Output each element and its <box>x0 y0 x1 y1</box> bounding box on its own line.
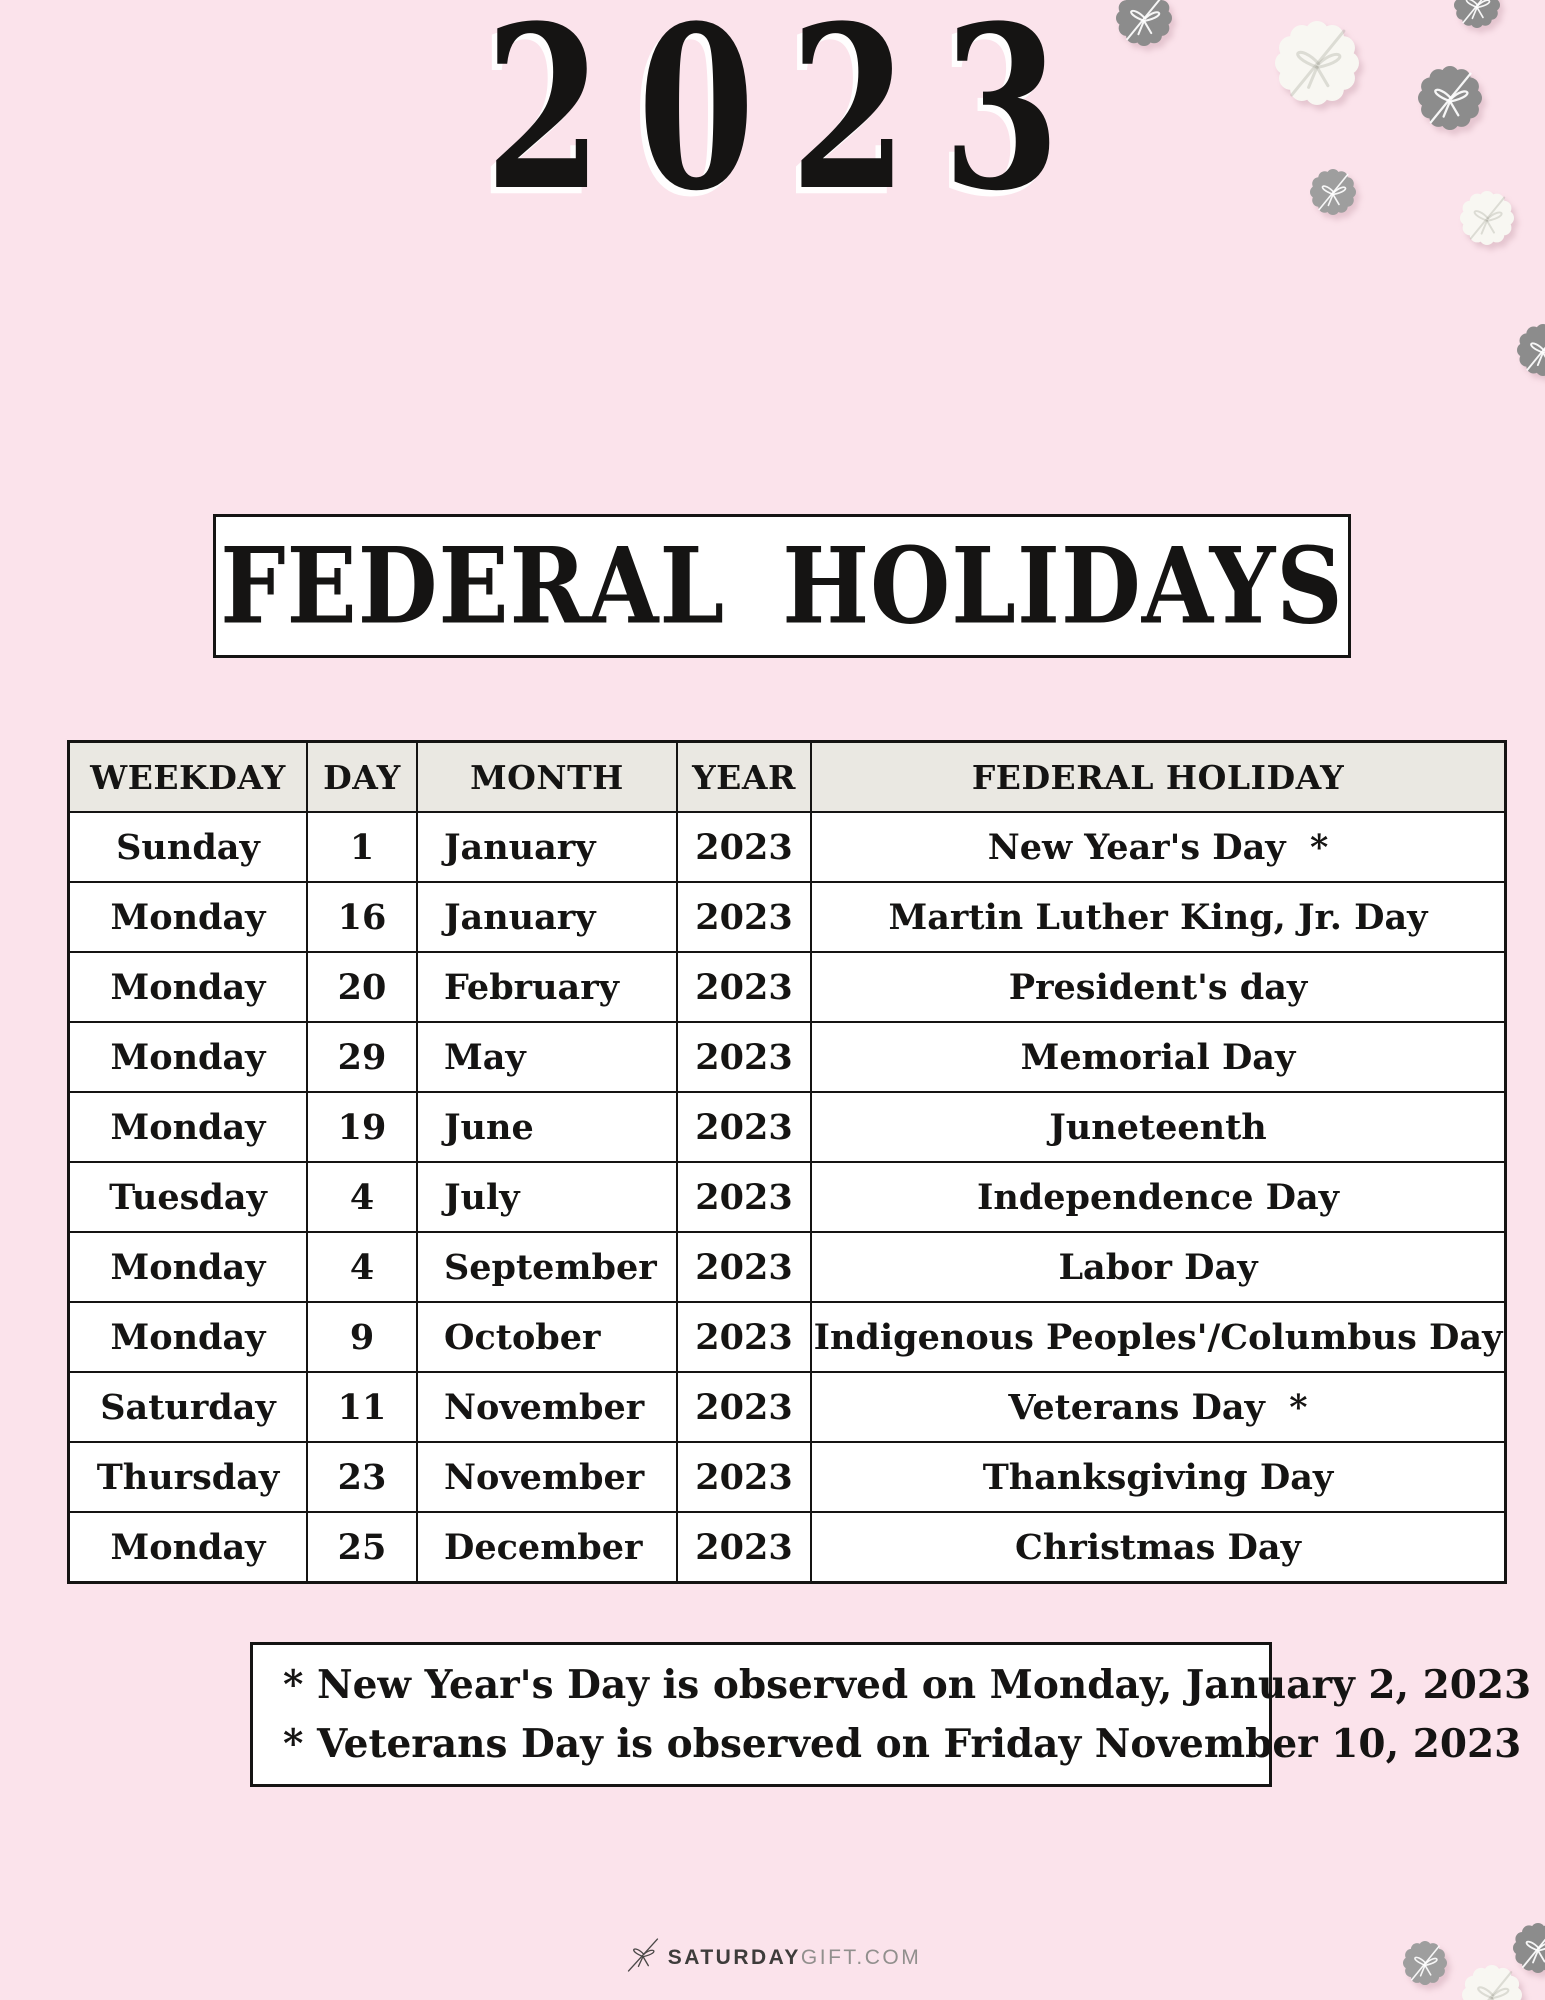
table-row <box>69 1022 1506 1092</box>
table-cell-holiday: Memorial Day <box>811 1022 1506 1092</box>
table-cell-holiday: Juneteenth <box>811 1092 1506 1162</box>
table-cell-year: 2023 <box>677 882 811 952</box>
table-cell-weekday: Monday <box>69 1232 308 1302</box>
table-cell-month: November <box>417 1372 677 1442</box>
table-cell-weekday: Monday <box>69 952 308 1022</box>
table-header-row <box>69 742 1506 813</box>
table-cell-weekday: Monday <box>69 1022 308 1092</box>
table-cell-month: June <box>417 1092 677 1162</box>
table-cell-year: 2023 <box>677 1162 811 1232</box>
table-cell-weekday: Monday <box>69 882 308 952</box>
table-cell-day: 16 <box>307 882 417 952</box>
table-row <box>69 1302 1506 1372</box>
table-cell-year: 2023 <box>677 1232 811 1302</box>
table-row <box>69 1092 1506 1162</box>
table-row <box>69 1162 1506 1232</box>
table-cell-weekday: Monday <box>69 1302 308 1372</box>
table-cell-day: 4 <box>307 1162 417 1232</box>
table-cell-holiday: Veterans Day * <box>811 1372 1506 1442</box>
table-cell-year: 2023 <box>677 1372 811 1442</box>
table-cell-month: February <box>417 952 677 1022</box>
banner-box <box>213 514 1351 658</box>
table-cell-holiday: Thanksgiving Day <box>811 1442 1506 1512</box>
table-cell-holiday: Christmas Day <box>811 1512 1506 1583</box>
flower-gray-icon <box>1454 0 1500 28</box>
table-cell-holiday: Independence Day <box>811 1162 1506 1232</box>
table-cell-day: 9 <box>307 1302 417 1372</box>
table-cell-holiday: New Year's Day * <box>811 812 1506 882</box>
table-cell-month: May <box>417 1022 677 1092</box>
table-cell-weekday: Thursday <box>69 1442 308 1512</box>
flower-gray-icon <box>1517 324 1545 376</box>
table-row <box>69 812 1506 882</box>
table-header <box>69 742 1506 813</box>
table-cell-month: July <box>417 1162 677 1232</box>
table-cell-day: 11 <box>307 1372 417 1442</box>
table-cell-day: 29 <box>307 1022 417 1092</box>
table-row <box>69 952 1506 1022</box>
note-veterans: * Veterans Day is observed on Friday November 10, 2023 <box>283 1721 1522 1767</box>
table-cell-day: 1 <box>307 812 417 882</box>
flower-white-icon <box>1460 191 1514 245</box>
table-cell-weekday: Monday <box>69 1512 308 1583</box>
table-cell-day: 25 <box>307 1512 417 1583</box>
table-cell-month: October <box>417 1302 677 1372</box>
header-weekday: WEEKDAY <box>69 742 308 813</box>
table-cell-month: January <box>417 812 677 882</box>
table-cell-day: 23 <box>307 1442 417 1512</box>
table-cell-month: December <box>417 1512 677 1583</box>
table-cell-year: 2023 <box>677 952 811 1022</box>
table-cell-weekday: Sunday <box>69 812 308 882</box>
table-cell-holiday: President's day <box>811 952 1506 1022</box>
table-cell-year: 2023 <box>677 1092 811 1162</box>
table-cell-year: 2023 <box>677 812 811 882</box>
table-row <box>69 1442 1506 1512</box>
table-cell-weekday: Saturday <box>69 1372 308 1442</box>
flower-gray-icon <box>1418 66 1482 130</box>
table-cell-year: 2023 <box>677 1302 811 1372</box>
table-cell-holiday: Martin Luther King, Jr. Day <box>811 882 1506 952</box>
header-day: DAY <box>307 742 417 813</box>
brand-name-bold: SATURDAY <box>667 1946 801 1969</box>
brand-name-light: GIFT.COM <box>800 1946 922 1969</box>
table-cell-weekday: Tuesday <box>69 1162 308 1232</box>
table-cell-day: 20 <box>307 952 417 1022</box>
table-cell-month: September <box>417 1232 677 1302</box>
page-title: 2023 <box>484 0 1096 241</box>
table-cell-day: 19 <box>307 1092 417 1162</box>
banner-title: FEDERAL HOLIDAYS <box>220 524 1344 648</box>
table-cell-year: 2023 <box>677 1442 811 1512</box>
header-month: MONTH <box>417 742 677 813</box>
table-cell-year: 2023 <box>677 1512 811 1583</box>
table-cell-day: 4 <box>307 1232 417 1302</box>
note-new-years: * New Year's Day is observed on Monday, January 2, 2023 <box>283 1662 1532 1708</box>
holiday-table <box>67 740 1507 1584</box>
table-cell-year: 2023 <box>677 1022 811 1092</box>
table-row <box>69 1372 1506 1442</box>
holiday-table-body <box>69 812 1506 1583</box>
footer-logo <box>0 1930 1545 1986</box>
table-cell-holiday: Indigenous Peoples'/Columbus Day <box>811 1302 1506 1372</box>
notes-box <box>250 1642 1532 1787</box>
table-row <box>69 882 1506 952</box>
table-row <box>69 1512 1506 1583</box>
table-cell-weekday: Monday <box>69 1092 308 1162</box>
table-cell-month: November <box>417 1442 677 1512</box>
table-row <box>69 1232 1506 1302</box>
header-federal-holiday: FEDERAL HOLIDAY <box>811 742 1506 813</box>
table-cell-holiday: Labor Day <box>811 1232 1506 1302</box>
header-year: YEAR <box>677 742 811 813</box>
table-cell-month: January <box>417 882 677 952</box>
ribbon-bow-icon <box>624 1932 662 1978</box>
